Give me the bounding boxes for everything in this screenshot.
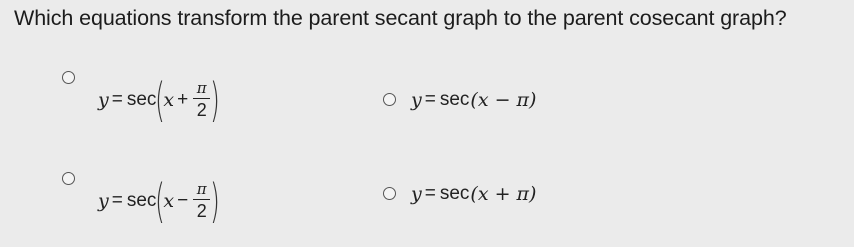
question-text: Which equations transform the parent secant graph to the parent cosecant graph? <box>14 6 787 30</box>
option-3-lhs: y <box>98 190 109 212</box>
option-3-left-paren: ( <box>155 174 166 228</box>
option-1-variable: x <box>163 89 175 111</box>
option-1-equation[interactable] <box>98 73 221 127</box>
option-3-equals: = <box>111 190 123 211</box>
option-3-operator: − <box>177 190 189 211</box>
option-4-lhs: y <box>411 183 422 205</box>
option-4-argument: (x + π) <box>470 183 537 205</box>
option-1-right-paren: ) <box>210 73 221 127</box>
option-4-equals: = <box>424 183 436 204</box>
option-1-equals: = <box>111 89 123 110</box>
option-1-lhs: y <box>98 89 109 111</box>
option-3-radio[interactable] <box>62 172 75 185</box>
option-3-denominator: 2 <box>196 201 207 221</box>
option-2-function: sec <box>439 89 470 110</box>
option-2-lhs: y <box>411 89 422 111</box>
option-2-argument: (x − π) <box>470 89 537 111</box>
option-1-left-paren: ( <box>155 73 166 127</box>
option-2-radio[interactable] <box>383 93 396 106</box>
option-3-numerator: π <box>196 180 207 198</box>
option-1-numerator: π <box>196 79 207 97</box>
option-3-equation[interactable] <box>98 174 221 228</box>
option-4-radio[interactable] <box>383 187 396 200</box>
option-3-fraction <box>193 182 210 220</box>
option-1-denominator: 2 <box>196 100 207 120</box>
option-2-equation[interactable] <box>411 87 536 113</box>
option-4-equation[interactable] <box>411 181 536 207</box>
option-1-operator: + <box>177 89 189 110</box>
option-2-equals: = <box>424 89 436 110</box>
option-4-function: sec <box>439 183 470 204</box>
option-1-fraction <box>193 81 210 119</box>
option-1-radio[interactable] <box>62 71 75 84</box>
option-1-function: sec <box>126 89 157 110</box>
option-3-function: sec <box>126 190 157 211</box>
option-3-variable: x <box>163 190 175 212</box>
option-3-right-paren: ) <box>210 174 221 228</box>
